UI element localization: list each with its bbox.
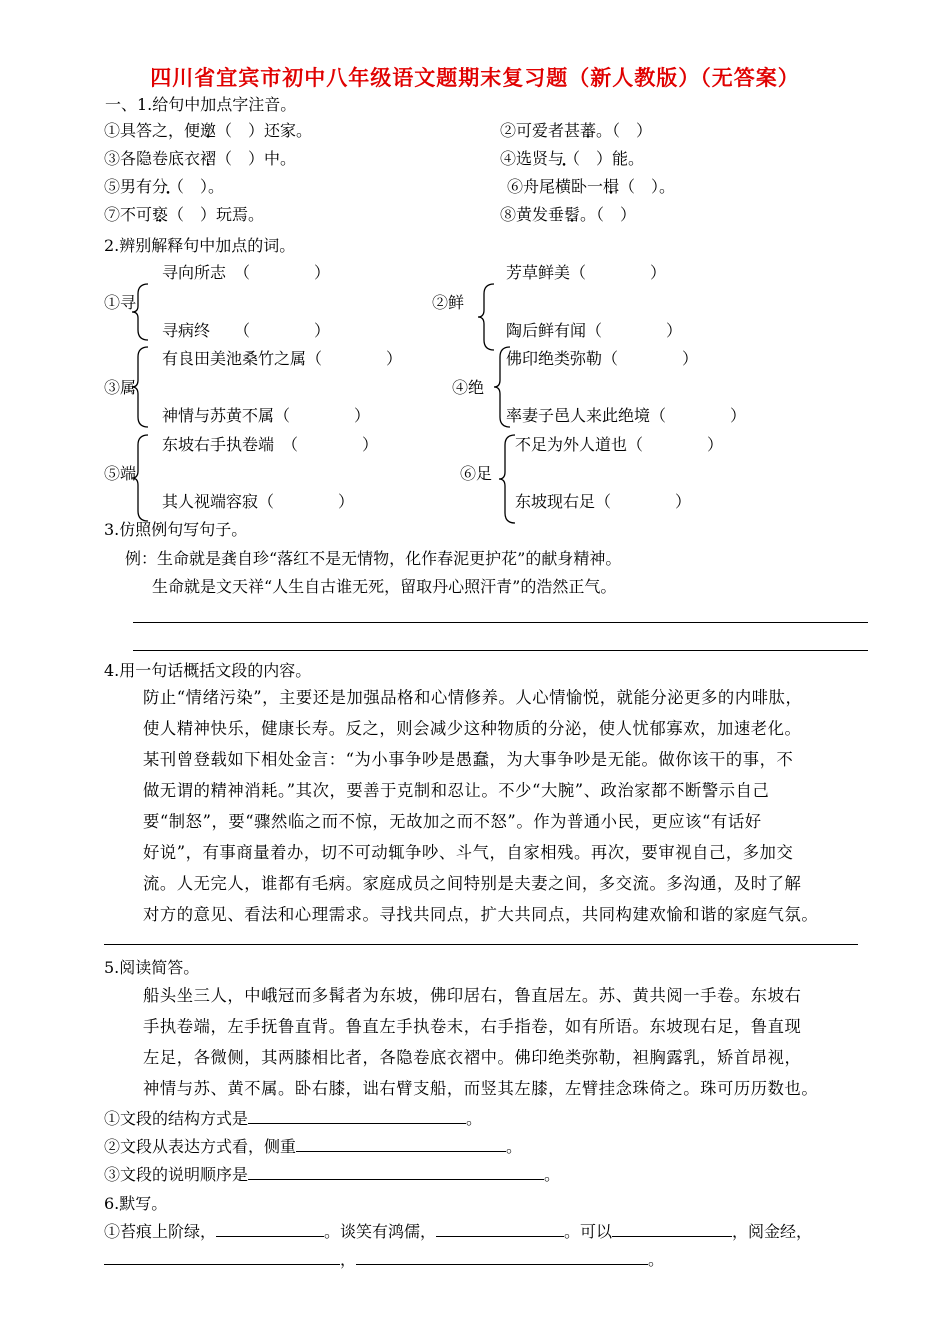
answer-line bbox=[133, 622, 868, 623]
answer-blank[interactable] bbox=[436, 1222, 564, 1237]
q6-line: ①苔痕上阶绿， 。谈笑有鸿儒， 。可以 ，阅金经， bbox=[104, 1222, 813, 1241]
group-item: 不足为外人道也（ ） bbox=[515, 435, 724, 454]
passage-line: 流。人无完人，谁都有毛病。家庭成员之间特别是夫妻之间，多交流。多沟通，及时了解 bbox=[143, 874, 802, 893]
q2-heading: 2.辨别解释句中加点的词。 bbox=[104, 236, 296, 255]
answer-blank[interactable] bbox=[356, 1250, 648, 1265]
answer-line bbox=[133, 650, 868, 651]
passage-line: 好说”，有事商量着办，切不可动辄争吵、斗气，自家相残。再次，要审视自己，多加交 bbox=[143, 843, 794, 862]
q1-item: ④选贤与（ ）能。 bbox=[500, 149, 645, 168]
group-label: ②鲜 bbox=[432, 293, 465, 312]
q5-passage bbox=[143, 980, 903, 1104]
q6-heading: 6.默写。 bbox=[104, 1194, 168, 1213]
q3-heading: 3.仿照例句写句子。 bbox=[104, 520, 248, 539]
group-item: 寻向所志 （ ） bbox=[162, 263, 331, 282]
q1-item: ⑦不可亵（ ）玩焉。 bbox=[104, 205, 265, 224]
q4-heading: 4.用一句话概括文段的内容。 bbox=[104, 661, 312, 680]
q4-passage bbox=[143, 682, 903, 930]
q1-item: ③各隐卷底衣褶（ ）中。 bbox=[104, 149, 297, 168]
group-item: 其人视端容寂（ ） bbox=[162, 492, 355, 511]
passage-line: 船头坐三人，中峨冠而多髯者为东坡，佛印居右，鲁直居左。苏、黄共阅一手卷。东坡右 bbox=[143, 986, 802, 1005]
q1-item: ①具答之，便邀（ ）还家。 bbox=[104, 121, 313, 140]
group-label: ④绝 bbox=[452, 378, 485, 397]
answer-blank[interactable] bbox=[248, 1109, 466, 1124]
q5-question: ②文段从表达方式看，侧重 。 bbox=[104, 1137, 523, 1156]
passage-line: 要“制怒”，要“骤然临之而不惊，无故加之而不怒”。作为普通小民，更应该“有话好 bbox=[143, 812, 762, 831]
group-item: 佛印绝类弥勒（ ） bbox=[506, 349, 699, 368]
q3-example: 生命就是文天祥“人生自古谁无死，留取丹心照汗青”的浩然正气。 bbox=[152, 577, 617, 596]
q5-heading: 5.阅读简答。 bbox=[104, 958, 200, 977]
group-label: ③属 bbox=[104, 378, 137, 397]
q1-heading: 一、1.给句中加点字注音。 bbox=[105, 95, 297, 114]
passage-line: 左足，各微侧，其两膝相比者，各隐卷底衣褶中。佛印绝类弥勒，袒胸露乳，矫首昂视， bbox=[143, 1048, 802, 1067]
q1-item: ⑧黄发垂髫。（ ） bbox=[500, 205, 637, 224]
passage-line: 神情与苏、黄不属。卧右膝，诎右臂支船，而竖其左膝，左臂挂念珠倚之。珠可历历数也。 bbox=[143, 1079, 819, 1098]
q1-item: ⑥舟尾横卧一楫（ ）。 bbox=[507, 177, 676, 196]
group-label: ⑥足 bbox=[460, 464, 493, 483]
answer-blank[interactable] bbox=[296, 1137, 506, 1152]
page-title: 四川省宜宾市初中八年级语文题期末复习题（新人教版）（无答案） bbox=[150, 65, 800, 90]
q6-line: ， 。 bbox=[104, 1249, 664, 1271]
answer-blank[interactable] bbox=[612, 1222, 732, 1237]
passage-line: 手执卷端，左手抚鲁直背。鲁直左手执卷末，右手指卷，如有所语。东坡现右足，鲁直现 bbox=[143, 1017, 802, 1036]
q5-question: ③文段的说明顺序是 。 bbox=[104, 1165, 561, 1184]
passage-line: 对方的意见、看法和心理需求。寻找共同点，扩大共同点，共同构建欢愉和谐的家庭气氛。 bbox=[143, 905, 819, 924]
passage-line: 防止“情绪污染”，主要还是加强品格和心情修养。人心情愉悦，就能分泌更多的内啡肽， bbox=[143, 688, 803, 707]
answer-blank[interactable] bbox=[216, 1222, 324, 1237]
passage-line: 做无谓的精神消耗。”其次，要善于克制和忍让。不少“大腕”、政治家都不断警示自己 bbox=[143, 781, 770, 800]
q3-example: 例：生命就是龚自珍“落红不是无情物，化作春泥更护花”的献身精神。 bbox=[125, 549, 622, 568]
passage-line: 使人精神快乐，健康长寿。反之，则会减少这种物质的分泌，使人忧郁寡欢，加速老化。 bbox=[143, 719, 802, 738]
passage-line: 某刊曾登载如下相处金言：“为小事争吵是愚蠢，为大事争吵是无能。做你该干的事，不 bbox=[143, 750, 794, 769]
q5-question: ①文段的结构方式是 。 bbox=[104, 1109, 483, 1128]
group-label: ⑤端 bbox=[104, 464, 137, 483]
group-item: 芳草鲜美（ ） bbox=[506, 263, 667, 282]
brace-group-2 bbox=[476, 282, 500, 352]
answer-blank[interactable] bbox=[104, 1250, 340, 1265]
group-item: 率妻子邑人来此绝境（ ） bbox=[506, 406, 747, 425]
group-item: 神情与苏黄不属（ ） bbox=[162, 406, 371, 425]
group-item: 有良田美池桑竹之属（ ） bbox=[162, 349, 403, 368]
answer-blank[interactable] bbox=[248, 1165, 544, 1180]
group-label: ①寻 bbox=[104, 293, 137, 312]
group-item: 寻病终 （ ） bbox=[162, 321, 331, 340]
q1-item: ②可爱者甚蕃。（ ） bbox=[500, 121, 653, 140]
group-item: 东坡现右足（ ） bbox=[515, 492, 692, 511]
q1-item: ⑤男有分（ ）。 bbox=[104, 177, 225, 196]
group-item: 陶后鲜有闻（ ） bbox=[506, 321, 683, 340]
answer-line bbox=[104, 944, 858, 945]
group-item: 东坡右手执卷端 （ ） bbox=[162, 435, 379, 454]
